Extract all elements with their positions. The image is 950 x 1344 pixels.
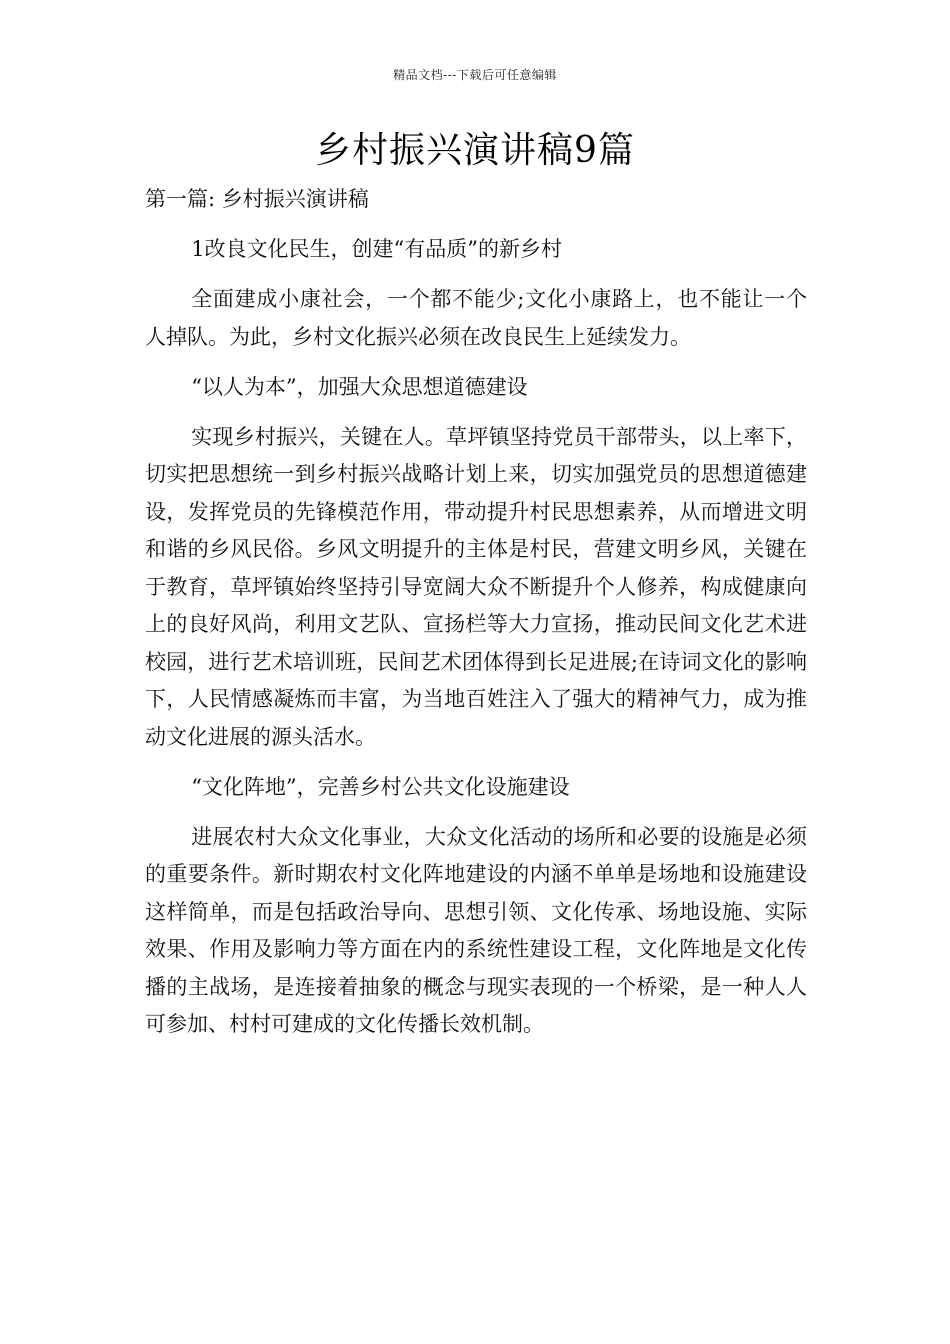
- document-title: 乡村振兴演讲稿9篇: [315, 130, 635, 171]
- subheading: “以人为本”，加强大众思想道德建设: [191, 374, 528, 399]
- subheading: 1改良文化民生，创建“有品质”的新乡村: [191, 237, 563, 261]
- body-paragraph: 实现乡村振兴，关键在人。草坪镇坚持党员干部带头，以上率下，切实把思想统一到乡村振兴战略计划上来，切实加强党员的思想道德建设，发挥党员的先锋模范作用，带动提升村民思想素养，从而增进文明和谐的乡风民俗。乡风文明提升的主体是村民，营建文明乡风，关键在于教育，草坪镇始终坚持引导宽阔大众不断提升个人修养，构成健康向上的良好风尚，利用文艺队、宣扬栏等大力宣扬，推动民间文化艺术进校园，进行艺术培训班，民间艺术团体得到长足进展;在诗词文化的影响下，人民情感凝炼而丰富，为当地百姓注入了强大的精神气力，成为推动文化进展的源头活水。: [145, 424, 807, 749]
- subheading: “文化阵地”，完善乡村公共文化设施建设: [191, 774, 570, 799]
- body-paragraph: 全面建成小康社会，一个都不能少;文化小康路上，也不能让一个人掉队。为此，乡村文化振兴必须在改良民生上延续发力。: [145, 287, 807, 349]
- document-body: [145, 181, 807, 1056]
- section-heading: 第一篇: 乡村振兴演讲稿: [145, 187, 369, 211]
- header-note: 精品文档---下载后可任意编辑: [393, 68, 557, 82]
- body-paragraph: 进展农村大众文化事业，大众文化活动的场所和必要的设施是必须的重要条件。新时期农村文化阵地建设的内涵不单单是场地和设施建设这样简单，而是包括政治导向、思想引领、文化传承、场地设施、实际效果、作用及影响力等方面在内的系统性建设工程，文化阵地是文化传播的主战场，是连接着抽象的概念与现实表现的一个桥梁，是一种人人可参加、村村可建成的文化传播长效机制。: [145, 824, 807, 1036]
